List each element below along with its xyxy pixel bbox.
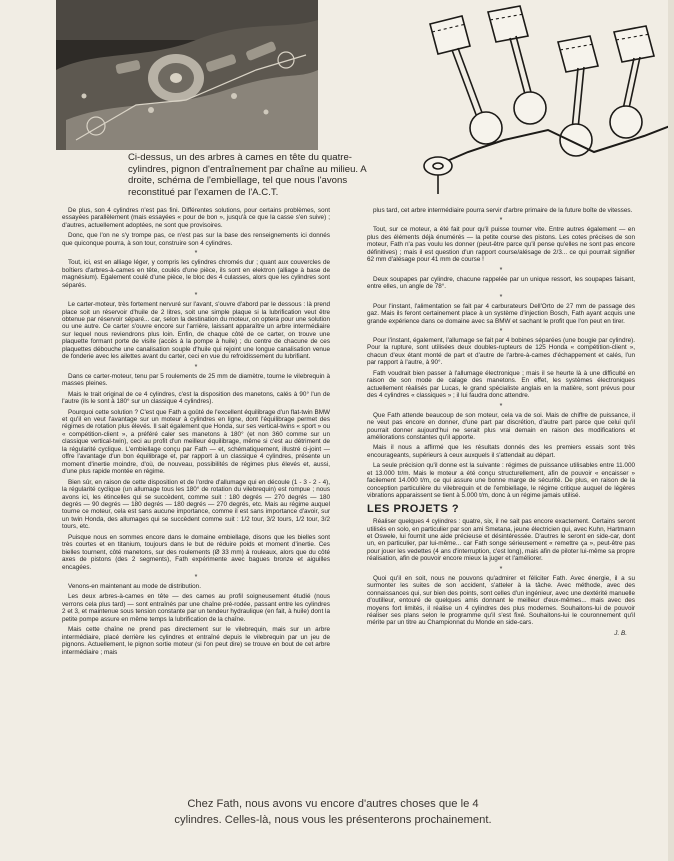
paragraph: Tout, ici, est en alliage léger, y compris les cylindres chromés dur ; quant aux couvercles de boîtiers d'arbres-à-cames en tête, coulés d'une pièce, ils sont en elektron (alliage à base de magnésium). Egalement coulé d'une pièce, le bloc des 4 culasses, alors que les cylindres sont séparés.	[62, 259, 330, 289]
separator-star: *	[499, 217, 503, 225]
paragraph: Deux soupapes par cylindre, chacune rappelée par un unique ressort, les soupapes faisant, entre elles, un angle de 78°.	[367, 275, 635, 291]
separator-star: *	[499, 327, 503, 335]
paragraph: Puisque nous en sommes encore dans le domaine embiellage, disons que les bielles sont très courtes et en titanium, toujours dans le but de réduire poids et moment d'inertie. Ces bielles tournent, côté manetons, sur des roulements (Ø 33 mm) à rouleaux, alors que du côté axes de pistons (des 2 segments), Fath expérimente avec bagues bronze et aiguilles encagées.	[62, 533, 330, 571]
paragraph: Pour l'instant, l'alimentation se fait par 4 carburateurs Dell'Orto de 27 mm de passage des gaz. Mais ils feront certainement place à un système d'injection Bosch, Fath ayant acquis une grande expérience dans ce domaine avec sa BMW et sachant le profit que l'on peut en tirer.	[367, 302, 635, 325]
paragraph: Réaliser quelques 4 cylindres : quatre, six, il ne sait pas encore exactement. Certains seront utilisés en solo, en particulier par son ami Smetana, jeune électricien qui, avec Kuhn, Hartmann et Oswele, lui fournit une aide précieuse et désintéressée. D'autres le seront en side-car, dont un, en particulier, par lui-même... car Fath songe sérieusement « remettre ça », peut-être pas pour jouer les vedettes (4 ans d'interruption, c'est long), mais afin de piloter lui-même sa propre réalisation, afin de pouvoir encore mieux la juger et l'améliorer.	[367, 518, 635, 563]
separator-star: *	[499, 565, 503, 573]
paragraph: Quoi qu'il en soit, nous ne pouvons qu'admirer et féliciter Fath. Avec énergie, il a su surmonter les suites de son accident, s'atteler à la tâche. Avec méthode, avec des connaissances qui, sur bien des points, sont celles d'un ingénieur, avec une dextérité manuelle d'outilleur, entouré de quelques amis donnant le meilleur d'eux-mêmes... mais avec des moyens fort limités, il réalise un 4 cylindres des plus modernes. Souhaitons-lui de pouvoir réaliser ses plans selon le programme qu'il s'est fixé. Souhaitons-lui le couronnement qu'il mérite par un titre au Championnat du Monde en side-cars.	[367, 574, 635, 627]
camshaft-photo-image	[56, 0, 318, 150]
paragraph: La seule précision qu'il donne est la suivante : régimes de puissance utilisables entre 11.000 et 13.000 tr/m. Mais le moteur a été conçu structurellement, afin de pouvoir « encaisser » facilement 14.000 t/m, ce qui assure une bonne marge de sécurité. De plus, en raison de la conception particulière du vilebrequin et de l'embiellage, le régime critique auquel de légères vibrations apparaissent se tient à 5.000 t/m, donc à un régime jamais utilisé.	[367, 462, 635, 500]
separator-star: *	[499, 293, 503, 301]
paragraph: Donc, que l'on ne s'y trompe pas, ce n'est pas sur la base des renseignements ici donnés que quiconque pourra, à son tour, construire son 4 cylindres.	[62, 232, 330, 247]
paragraph: Le carter-moteur, très fortement nervuré sur l'avant, s'ouvre d'abord par le dessous : là prend place soit un réservoir d'huile de 2 litres, soit une simple plaque si la lubrification veut être obtenue par réservoir séparé... car, selon la destination du moteur, on optera pour une solution ou une autre. Ce carter s'ouvre encore sur l'arrière, laissant apparaître un arbre intermédiaire sur lequel nous reviendrons plus loin. Enfin, de chaque côté de ce carter, on trouve une plaquette formant porte de visite (accès à la pompe à huile) ; du centre de chacune de ces plaquettes débouche une canalisation souple d'huile qui rejoint une longue canalisation venue de fonderie avec les ailettes avant du carter, ceci en vue du refroidissement du lubrifiant.	[62, 301, 330, 361]
paragraph: Pourquoi cette solution ? C'est que Fath a goûté de l'excellent équilibrage d'un flat-twin BMW et qu'il en veut l'avantage sur un moteur à cylindres en ligne, dont l'équilibrage permet des régimes de rotation plus élevés. Il sait également que Honda, sur ses vertical-twins « sport » ou « compétition-client », a préféré caler ses manetons à 180° (et non 360 comme sur un classique vertical-twin), ceci au profit d'un meilleur équilibrage, même si c'est au détriment de la régularité cyclique. L'embiellage conçu par Fath — et, schématiquement, illustré ci-joint — offre l'avantage d'un bon équilibrage et, par rapport à un classique 4 cylindres, présente un moment d'inertie moindre, d'où, de nouveau, possibilités de régimes plus élevés et, aussi, d'une plus rapide montée en régime.	[62, 408, 330, 476]
crankshaft-diagram	[408, 2, 674, 202]
paragraph: Mais le trait original de ce 4 cylindres, c'est la disposition des manetons, calés à 90° l'un de l'autre (ils le sont à 180° sur un classique 4 cylindres).	[62, 390, 330, 406]
author-signature: J. B.	[614, 629, 627, 637]
separator-star: *	[194, 363, 198, 371]
camshaft-photo	[56, 0, 318, 150]
paragraph: Mais cette chaîne ne prend pas directement sur le vilebrequin, mais sur un arbre intermédiaire, placé derrière les cylindres et entraîné depuis le vilebrequin par un jeu de pignons. Actuellement, le pignon sortie moteur (si l'on peut dire) se trouve en bout de cet arbre intermédiaire ; mais	[62, 626, 330, 656]
page-edge	[668, 0, 674, 861]
article-column-left	[62, 207, 330, 659]
paragraph: Que Fath attende beaucoup de son moteur, cela va de soi. Mais de chiffre de puissance, il ne veut pas encore en donner, d'une part par discrétion, d'autre part parce que celui qu'il pourrait donner aujourd'hui ne serait plus vrai demain en raison des modifications et améliorations constantes qu'il apporte.	[367, 411, 635, 441]
separator-star: *	[499, 402, 503, 410]
paragraph: Pour l'instant, également, l'allumage se fait par 4 bobines séparées (une bougie par cylindre). Pour la rupture, sont utilisées deux doubles-rupteurs de 125 Honda « compétition-client », chacun d'eux étant monté de part et d'autre de l'arbre-à-cames d'échappement et calés, l'un par rapport à l'autre, à 90°.	[367, 336, 635, 367]
separator-star: *	[499, 266, 503, 274]
crankshaft-diagram-drawing	[408, 2, 674, 202]
footer-note: Chez Fath, nous avons vu encore d'autres choses que le 4 cylindres. Celles-là, nous vous les présenterons prochainement.	[174, 798, 492, 826]
paragraph: Bien sûr, en raison de cette disposition et de l'ordre d'allumage qui en découle (1 - 3 - 2 - 4), la régularité cyclique (un allumage tous les 180° de rotation du vilebrequin) est rompue ; nous avons ici, les étincelles qui se succèdent, comme suit : 180 degrés — 270 degrés — 180 degrés — 90 degrés — 180 degrés — 180 degrés — 270 degrés, etc. Mais au régime auquel tourne ce moteur, cela est sans aucune importance, comme il est sans importance d'avoir, sur un twin Honda, des allumages qui se succèdent comme suit : 1/2 tour, 3/2 tours, 1/2 tour, 3/2 tours, etc.	[62, 478, 330, 531]
article-column-right	[367, 207, 635, 637]
paragraph: Tout, sur ce moteur, a été fait pour qu'il puisse tourner vite. Entre autres également — en plus des éléments déjà énumérés — la petite course des pistons. Les cotes précises de son moteur, Fath n'a pas voulu les donner (peut-être parce qu'il pense qu'elles ne sont pas encore définitives) ; mais il est question d'un rapport course/alésage de 2/3... ce qui pourrait signifier 62 mm d'alésage pour 41 mm de course !	[367, 226, 635, 264]
paragraph: Fath voudrait bien passer à l'allumage électronique ; mais il se heurte là à une difficulté en raison de son mode de calage des manetons. En effet, les systèmes électroniques actuellement réalisés par Lucas, le grand spécialiste anglais en la matière, sont prévus pour des 4 cylindres « classiques » ; il lui faudra donc attendre.	[367, 369, 635, 400]
section-heading-projects: LES PROJETS ?	[367, 502, 460, 515]
separator-star: *	[194, 250, 198, 258]
separator-star: *	[194, 292, 198, 300]
paragraph: Venons-en maintenant au mode de distribution.	[68, 583, 201, 591]
paragraph: De plus, son 4 cylindres n'est pas fini. Différentes solutions, pour certains problèmes, sont essayées parallèlement (mais essayées « pour de bon », jusqu'à ce que la casse s'en suive) ; d'autres, actuellement adoptées, ne sont que provisoires.	[62, 207, 330, 229]
paragraph: Mais il nous a affirmé que les résultats donnés des les premiers essais sont très encourageants, supérieurs à ceux auxquels il s'attendait au départ.	[367, 444, 635, 459]
separator-star: *	[194, 574, 198, 582]
photo-caption: Ci-dessus, un des arbres à cames en tête du quatre-cylindres, pignon d'entraînement par chaîne au milieu. A droite, schéma de l'embiellage, tel que nous l'avons reconstitué par l'examen de l'A.C.T.	[128, 152, 367, 198]
paragraph: Dans ce carter-moteur, tenu par 5 roulements de 25 mm de diamètre, tourne le vilebrequin à masses pleines.	[62, 372, 330, 388]
paragraph: plus tard, cet arbre intermédiaire pourra servir d'arbre primaire de la future boîte de vitesses.	[373, 207, 633, 214]
paragraph: Les deux arbres-à-cames en tête — des cames au profil soigneusement étudié (nous verrons cela plus tard) — sont entraînés par une chaîne pré-rodée, passant entre les cylindres 2 et 3, et maintenue sous tension constante par un tendeur hydraulique (en fait, à huile) dont la petite pompe assure en même temps la lubrification de la chaîne.	[62, 593, 330, 623]
